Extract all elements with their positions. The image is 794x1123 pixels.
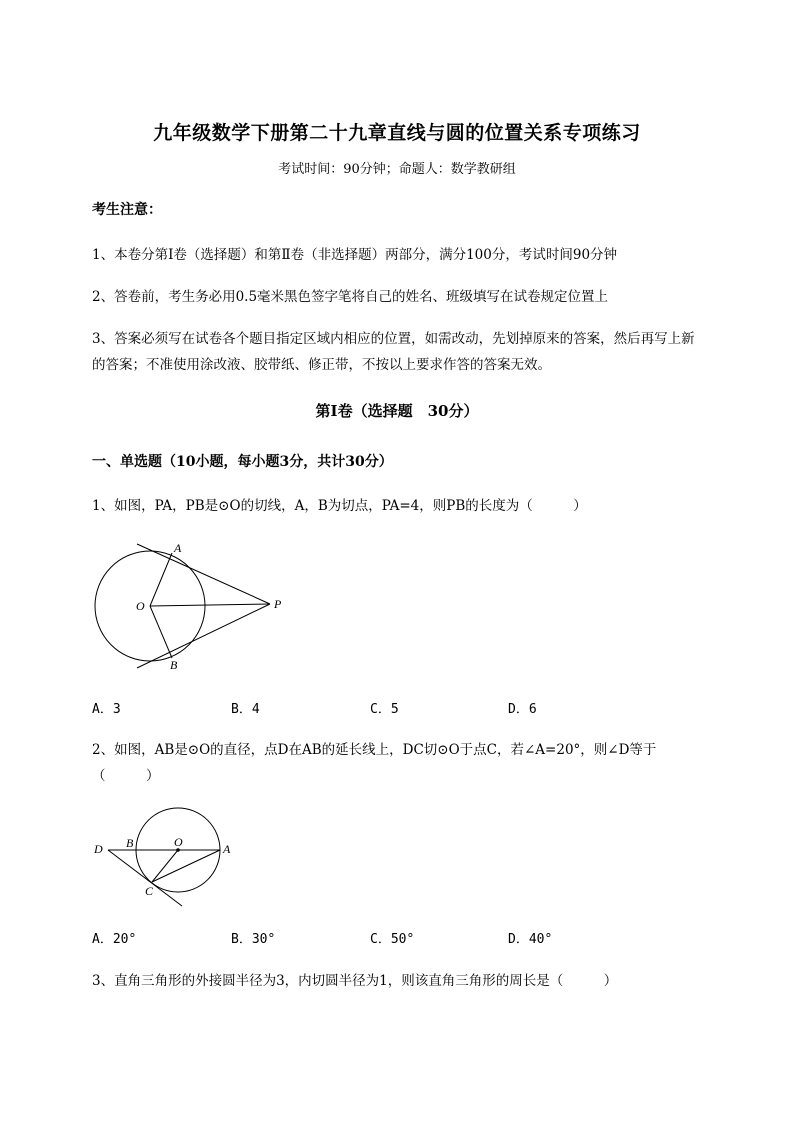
exam-info: 考试时间：90分钟；命题人：数学教研组 bbox=[278, 162, 516, 177]
question-1-text: 1、如图，PA，PB是⊙O的切线，A，B为切点，PA=4，则PB的长度为（ ） bbox=[92, 498, 587, 514]
radius-oa bbox=[150, 553, 172, 606]
question-2-figure bbox=[88, 800, 248, 910]
q1-option-b: B．4 bbox=[231, 702, 260, 717]
note-line-3: 3、答案必须写在试卷各个题目指定区域内相应的位置，如需改动，先划掉原来的答案，然后再写上新 bbox=[92, 331, 695, 347]
q2-option-d: D．40° bbox=[508, 932, 553, 947]
q2-option-a: A．20° bbox=[92, 932, 137, 947]
question-3-text: 3、直角三角形的外接圆半径为3，内切圆半径为1，则该直角三角形的周长是（ ） bbox=[92, 973, 618, 989]
segment-op bbox=[150, 604, 270, 606]
radius-ob bbox=[150, 606, 172, 658]
question-2-text-cont: （ ） bbox=[92, 768, 160, 784]
tangent-pb bbox=[137, 604, 270, 668]
notes-heading: 考生注意： bbox=[92, 202, 162, 218]
question-1-figure bbox=[90, 536, 300, 676]
q1-option-d: D．6 bbox=[508, 702, 537, 717]
label-a: A bbox=[174, 541, 182, 555]
q2-option-b: B．30° bbox=[231, 932, 276, 947]
part-heading: 一、单选题（10小题，每小题3分，共计30分） bbox=[92, 454, 393, 470]
radius-oc bbox=[152, 850, 178, 882]
label-o: O bbox=[136, 599, 145, 613]
q1-option-a: A．3 bbox=[92, 702, 121, 717]
page-title: 九年级数学下册第二十九章直线与圆的位置关系专项练习 bbox=[153, 122, 641, 144]
q1-option-c: C．5 bbox=[370, 702, 399, 717]
question-2-text: 2、如图，AB是⊙O的直径，点D在AB的延长线上，DC切⊙O于点C，若∠A=20°，则∠D等于 bbox=[92, 742, 657, 758]
note-line-2: 2、答卷前，考生务必用0.5毫米黑色签字笔将自己的姓名、班级填写在试卷规定位置上 bbox=[92, 289, 609, 305]
label-b: B bbox=[126, 836, 134, 850]
label-c: C bbox=[145, 884, 154, 898]
label-d: D bbox=[94, 842, 103, 856]
note-line-4: 的答案；不准使用涂改液、胶带纸、修正带，不按以上要求作答的答案无效。 bbox=[92, 357, 551, 373]
section-title: 第I卷（选择题 30分） bbox=[315, 402, 479, 420]
label-o: O bbox=[174, 835, 183, 849]
note-line-1: 1、本卷分第I卷（选择题）和第Ⅱ卷（非选择题）两部分，满分100分，考试时间90分钟 bbox=[92, 247, 618, 263]
label-b: B bbox=[170, 658, 178, 672]
q2-option-c: C．50° bbox=[370, 932, 415, 947]
label-p: P bbox=[274, 597, 282, 611]
label-a: A bbox=[223, 842, 231, 856]
